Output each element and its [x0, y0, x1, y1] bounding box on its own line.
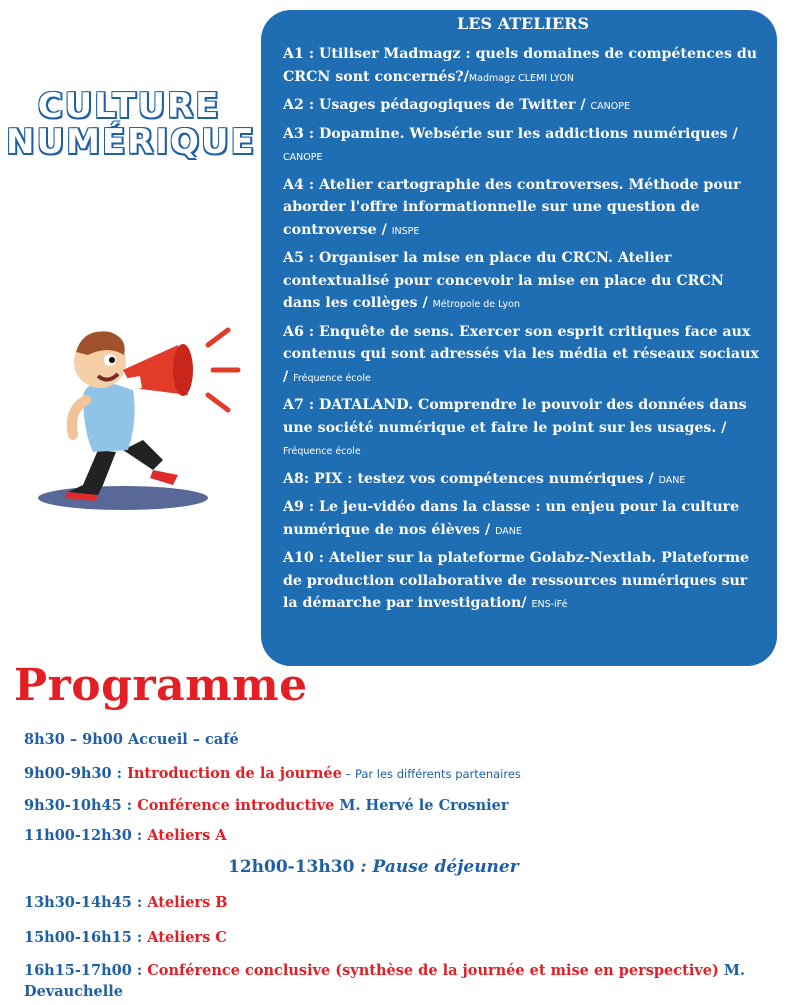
row-time: 8h30 – 9h00 Accueil – café	[24, 731, 239, 748]
ateliers-panel	[261, 10, 777, 666]
row-time: 9h00-9h30 :	[24, 765, 128, 782]
programme-row-introduction	[24, 765, 521, 782]
atelier-text: A10 : Atelier sur la plateforme Golabz-Nextlab. Plateforme de production collaborative de ressources numériques sur la démarche par investigation/	[283, 550, 750, 611]
row-label: Conférence introductive	[137, 797, 335, 814]
pause-time: 12h00-13h30	[228, 857, 361, 877]
programme-row-accueil	[24, 731, 239, 748]
row-speaker: M. Hervé le Crosnier	[334, 797, 509, 814]
megaphone-mascot-illustration	[28, 300, 248, 515]
atelier-text: A2 : Usages pédagogiques de Twitter /	[283, 97, 591, 113]
row-label: Introduction de la journée	[127, 765, 342, 782]
ateliers-title: LES ATELIERS	[457, 14, 589, 33]
row-label: Conférence conclusive (synthèse de la journée et mise en perspective)	[147, 962, 719, 979]
row-note: Par les différents partenaires	[354, 767, 521, 781]
atelier-text: A5 : Organiser la mise en place du CRCN. Atelier contextualisé pour concevoir la mise en place du CRCN dans les collèges /	[283, 250, 724, 311]
atelier-org: CANOPE	[590, 101, 630, 112]
atelier-org: ENS-iFé	[531, 599, 568, 610]
atelier-org: DANE	[495, 525, 522, 537]
atelier-text: A6 : Enquête de sens. Exercer son esprit critiques face aux contenus qui sont adressés via les média et réseaux sociaux /	[283, 323, 759, 385]
atelier-org: Fréquence école	[293, 372, 371, 384]
row-time: 13h30-14h45 :	[24, 894, 148, 911]
atelier-a7	[283, 394, 763, 464]
row-time: 15h00-16h15 :	[24, 929, 148, 946]
atelier-text: A3 : Dopamine. Websérie sur les addictions numériques /	[283, 125, 738, 142]
row-dash: –	[341, 767, 355, 781]
row-time: 11h00-12h30 :	[24, 827, 148, 844]
row-time: 16h15-17h00 :	[24, 962, 148, 979]
programme-row-ateliers-b	[24, 894, 228, 911]
atelier-a10	[283, 547, 763, 617]
atelier-a6	[283, 321, 763, 391]
atelier-text: A4 : Atelier cartographie des controverses. Méthode pour aborder l'offre informationnelle sur une question de controverse /	[283, 176, 741, 238]
row-label: Ateliers A	[147, 827, 227, 844]
atelier-org: Métropole de Lyon	[432, 299, 521, 310]
atelier-a3	[283, 123, 763, 170]
atelier-org: DANE	[658, 474, 686, 486]
atelier-a9	[283, 496, 763, 543]
atelier-a5	[283, 247, 763, 317]
atelier-a1	[283, 43, 763, 90]
programme-row-conference-conclusive	[24, 960, 764, 1002]
row-label: Ateliers B	[147, 894, 228, 911]
culture-numerique-logo	[6, 86, 256, 162]
atelier-a4	[283, 174, 763, 244]
atelier-org: Madmagz CLEMI LYON	[468, 72, 574, 84]
logo-line-1: CULTURE	[37, 86, 221, 126]
programme-title: Programme	[14, 660, 308, 711]
atelier-org: CANOPE	[283, 152, 323, 163]
programme-row-ateliers-c	[24, 929, 227, 946]
atelier-a8	[283, 468, 763, 493]
row-time: 9h30-10h45 :	[24, 797, 138, 814]
programme-row-pause	[228, 857, 519, 877]
programme-row-ateliers-a	[24, 827, 227, 844]
atelier-text: A8: PIX : testez vos compétences numériques /	[283, 470, 659, 487]
atelier-org: Fréquence école	[283, 446, 361, 457]
atelier-a2	[283, 94, 763, 119]
row-speaker: M. Devauchelle	[24, 962, 745, 1000]
atelier-text: A9 : Le jeu-vidéo dans la classe : un enjeu pour la culture numérique de nos élèves /	[283, 499, 740, 538]
atelier-org: INSPE	[391, 225, 420, 237]
atelier-text: A7 : DATALAND. Comprendre le pouvoir des données dans une société numérique et faire le point sur les usages. /	[283, 397, 747, 436]
logo-line-2: NUMÉRIQUE	[6, 122, 256, 162]
atelier-text: A1 : Utiliser Madmagz : quels domaines de compétences du CRCN sont concernés?/	[283, 46, 758, 85]
row-label: Ateliers C	[147, 929, 227, 946]
programme-row-conference-introductive	[24, 797, 509, 814]
pause-label: : Pause déjeuner	[360, 857, 519, 877]
